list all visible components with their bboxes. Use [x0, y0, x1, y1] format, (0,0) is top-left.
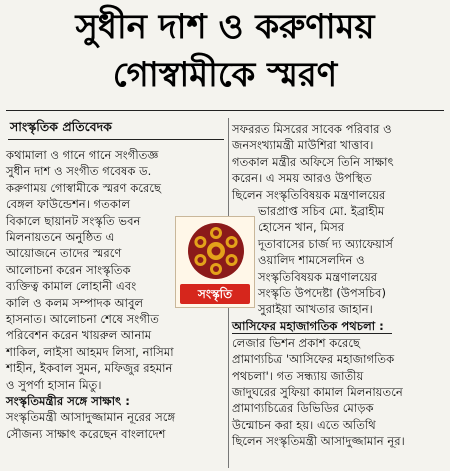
sub-heading-minister-meeting: সংস্কৃতিমন্ত্রীর সঙ্গে সাক্ষাৎ : — [6, 394, 130, 409]
text-line: গতকাল মন্ত্রীর অফিসে তিনি সাক্ষাৎ — [232, 154, 394, 169]
text-line: কালি ও কলম সম্পাদক আবুল — [6, 295, 144, 310]
text-line: সৌজন্য সাক্ষাৎ করেছেন বাংলাদেশ — [6, 426, 166, 441]
right-column-bottom — [232, 301, 444, 450]
text-line: আয়োজনে তাদের স্মরণে — [6, 246, 122, 261]
text-line: করেন। এ সময় আরও উপস্থিত — [232, 171, 372, 186]
text-line: সুরাইয়া আখতার জাহান। — [258, 302, 373, 316]
text-line: হাসনাত। আলোচনা শেষে সংগীত — [6, 312, 159, 326]
text-line: মিলনায়তনে অনুষ্ঠিত এ — [6, 230, 115, 244]
divider-top — [6, 110, 444, 111]
text-line: সফররত মিসরের সাবেক পরিবার ও — [232, 122, 392, 136]
text-line: বিকালে ছায়ানট সংস্কৃতি ভবন — [6, 213, 141, 228]
text-line: ছিলেন সংস্কৃতিবিষয়ক মন্ত্রণালয়ের — [232, 187, 386, 202]
text-line: লেজার ভিশন প্রকাশ করেছে — [232, 335, 361, 350]
text-line: ছিলেন সংস্কৃতিমন্ত্রী আসাদুজ্জামান নূর। — [232, 434, 405, 449]
flower-emblem-icon — [186, 221, 246, 281]
text-line: শাহীন, ইকবাল সুমন, মফিজুর রহমান — [6, 361, 173, 376]
text-line: সুধীন দাশ ও সংগীত গবেষক ড. — [6, 164, 152, 179]
byline-underline — [8, 139, 224, 140]
text-line: ওয়ালিদ শামসেলদিন ও — [258, 253, 365, 268]
right-column-top — [232, 121, 444, 203]
text-line: প্রামাণ্যচিত্র 'আসিফের মহাজাগতিক — [232, 352, 395, 367]
text-line: প্রামাণ্যচিত্রের ডিভিডির মোড়ক — [232, 401, 374, 416]
text-line: উন্মোচন করা হয়। এতে অতিথি — [232, 417, 376, 432]
right-column-middle — [258, 203, 444, 301]
headline-line-2: গোস্বামীকে স্মরণ — [112, 55, 338, 95]
text-line: করুণাময় গোস্বামীকে স্মরণ করেছে — [6, 180, 162, 195]
logo-label: সংস্কৃতি — [180, 284, 250, 304]
text-line: হোসেন খান, মিসর — [258, 220, 345, 235]
text-line: ভারপ্রাপ্ত সচিব মো. ইব্রাহীম — [258, 204, 385, 218]
text-line: কথামালা ও গানে গানে সংগীতজ্ঞ — [6, 148, 159, 162]
headline-line-1: সুধীন দাশ ও করুণাময় — [75, 7, 375, 47]
text-line: ও সুপর্ণা হাসান মিতু। — [6, 377, 102, 392]
left-column-middle — [6, 229, 174, 311]
text-line: জাদুঘরের সুফিয়া কামাল মিলনায়তনে — [232, 385, 403, 400]
text-line: বেঙ্গল ফাউন্ডেশন। গতকাল — [6, 197, 130, 212]
sub-heading-underline — [232, 333, 392, 334]
left-column-bottom — [6, 311, 224, 442]
text-line: শাকিল, লাইসা আহমদ লিসা, নাসিমা — [6, 344, 174, 359]
culture-section-logo — [175, 216, 255, 308]
text-line: আলোচনা করেন সাংস্কৃতিক — [6, 262, 131, 277]
text-line: সংস্কৃতিবিষয়ক মন্ত্রণালয়ের — [258, 269, 378, 284]
text-line: পথচলা'। গত সন্ধ্যায় জাতীয় — [232, 368, 364, 383]
sub-heading-asif-documentary: আসিফের মহাজাগতিক পথচলা : — [232, 319, 384, 334]
text-line: ব্যক্তিত্ব কামাল লোহানী এবং — [6, 279, 137, 294]
text-line: দূতাবাসের চার্জ দ্য অ্যাফেয়ার্স — [258, 236, 393, 251]
text-line: সংস্কৃতিমন্ত্রী আসাদুজ্জামান নূরের সঙ্গে — [6, 410, 176, 425]
byline: সাংস্কৃতিক প্রতিবেদক — [10, 119, 112, 134]
text-line: জনসংখ্যামন্ত্রী মাউশিরা খাত্তাব। — [232, 138, 374, 153]
text-line: পরিবেশন করেন খায়রুল আনাম — [6, 328, 152, 343]
text-line: সংস্কৃতি উপদেষ্টা (উপসচিব) — [258, 286, 386, 301]
